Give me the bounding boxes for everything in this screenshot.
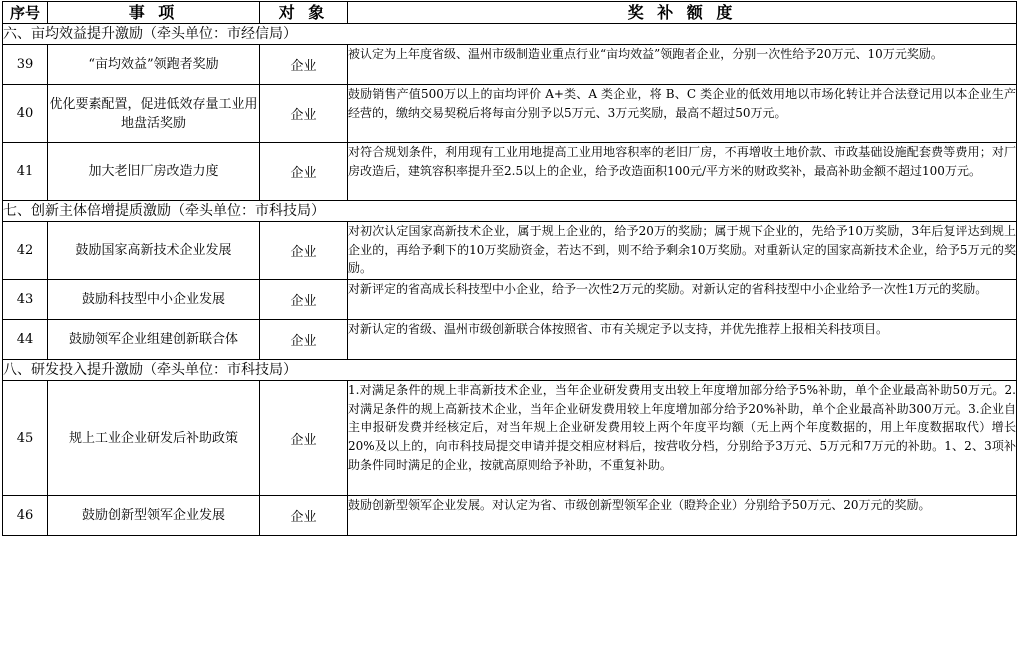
row-item: 规上工业企业研发后补助政策 bbox=[48, 381, 260, 496]
row-item: 鼓励科技型中小企业发展 bbox=[48, 280, 260, 320]
table-row bbox=[3, 320, 1017, 360]
row-amount: 1.对满足条件的规上非高新技术企业，当年企业研发费用支出较上年度增加部分给予5%补助，单个企业最高补助50万元。2.对满足条件的规上高新技术企业，当年企业研发费用较上年度增加部分给予20%补助，单个企业最高补助300万元。3.企业自主申报研发费并经核定后，对当年规上企业研发费用较上两个年度平均额（无上两个年度数据的，用上年度数据取代）增长20%及以上的，向市科技局提交申请并提交相应材料后，按营收分档，分别给予3万元、5万元和7万元的补助。1、2、3项补助条件同时满足的企业，按就高原则给予补助，不重复补助。 bbox=[348, 381, 1017, 496]
section-title: 八、研发投入提升激励（牵头单位：市科技局） bbox=[3, 360, 1017, 381]
section-title: 六、亩均效益提升激励（牵头单位：市经信局） bbox=[3, 24, 1017, 45]
row-item: 鼓励创新型领军企业发展 bbox=[48, 496, 260, 536]
row-number: 41 bbox=[3, 143, 48, 201]
row-target: 企业 bbox=[260, 85, 348, 143]
section-row bbox=[3, 24, 1017, 45]
row-target: 企业 bbox=[260, 320, 348, 360]
table-row bbox=[3, 496, 1017, 536]
row-target: 企业 bbox=[260, 222, 348, 280]
table-row bbox=[3, 143, 1017, 201]
row-item: “亩均效益”领跑者奖励 bbox=[48, 45, 260, 85]
table-row bbox=[3, 222, 1017, 280]
row-target: 企业 bbox=[260, 381, 348, 496]
table-row bbox=[3, 280, 1017, 320]
section-row bbox=[3, 360, 1017, 381]
row-amount: 对符合规划条件，利用现有工业用地提高工业用地容积率的老旧厂房，不再增收土地价款、市政基础设施配套费等费用；对厂房改造后，建筑容积率提升至2.5以上的企业，给予改造面积100元/平方米的财政奖补，最高补助金额不超过100万元。 bbox=[348, 143, 1017, 201]
header-no: 序号 bbox=[3, 2, 48, 24]
section-title: 七、创新主体倍增提质激励（牵头单位：市科技局） bbox=[3, 201, 1017, 222]
row-number: 42 bbox=[3, 222, 48, 280]
policy-table bbox=[2, 1, 1017, 536]
row-target: 企业 bbox=[260, 496, 348, 536]
section-row bbox=[3, 201, 1017, 222]
row-amount: 鼓励销售产值500万以上的亩均评价 A+类、A 类企业，将 B、C 类企业的低效用地以市场化转让并合法登记用以本企业生产经营的，缴纳交易契税后将每亩分别予以5万元、3万元奖励，最高不超过50万元。 bbox=[348, 85, 1017, 143]
table-row bbox=[3, 381, 1017, 496]
table-row bbox=[3, 45, 1017, 85]
row-amount: 被认定为上年度省级、温州市级制造业重点行业“亩均效益”领跑者企业，分别一次性给予20万元、10万元奖励。 bbox=[348, 45, 1017, 85]
row-item: 加大老旧厂房改造力度 bbox=[48, 143, 260, 201]
row-amount: 对初次认定国家高新技术企业，属于规上企业的，给予20万的奖励；属于规下企业的，先给予10万奖励，3年后复评达到规上企业的，再给予剩下的10万奖励资金，若达不到，则不给予剩余10万奖励。对重新认定的国家高新技术企业，给予5万元的奖励。 bbox=[348, 222, 1017, 280]
header-row bbox=[3, 2, 1017, 24]
table-row bbox=[3, 85, 1017, 143]
row-amount: 对新评定的省高成长科技型中小企业，给予一次性2万元的奖励。对新认定的省科技型中小企业给予一次性1万元的奖励。 bbox=[348, 280, 1017, 320]
row-item: 优化要素配置，促进低效存量工业用地盘活奖励 bbox=[48, 85, 260, 143]
row-number: 46 bbox=[3, 496, 48, 536]
row-item: 鼓励领军企业组建创新联合体 bbox=[48, 320, 260, 360]
row-number: 39 bbox=[3, 45, 48, 85]
header-item: 事 项 bbox=[48, 2, 260, 24]
row-number: 40 bbox=[3, 85, 48, 143]
row-number: 43 bbox=[3, 280, 48, 320]
row-target: 企业 bbox=[260, 45, 348, 85]
row-number: 45 bbox=[3, 381, 48, 496]
row-number: 44 bbox=[3, 320, 48, 360]
row-amount: 鼓励创新型领军企业发展。对认定为省、市级创新型领军企业（瞪羚企业）分别给予50万元、20万元的奖励。 bbox=[348, 496, 1017, 536]
header-target: 对 象 bbox=[260, 2, 348, 24]
row-target: 企业 bbox=[260, 143, 348, 201]
row-item: 鼓励国家高新技术企业发展 bbox=[48, 222, 260, 280]
row-target: 企业 bbox=[260, 280, 348, 320]
row-amount: 对新认定的省级、温州市级创新联合体按照省、市有关规定予以支持，并优先推荐上报相关科技项目。 bbox=[348, 320, 1017, 360]
header-amount: 奖 补 额 度 bbox=[348, 2, 1017, 24]
